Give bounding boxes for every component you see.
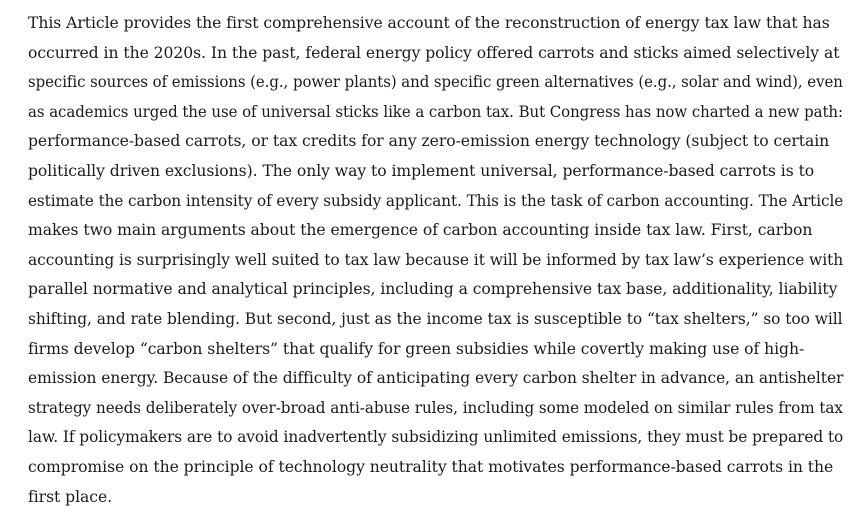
paragraph-line-3: specific sources of emissions (e.g., power plants) and specific green alternatives (e.g., solar and wind), even: [28, 73, 843, 92]
paragraph-line-8: makes two main arguments about the emergence of carbon accounting inside tax law. First, carbon: [28, 221, 813, 240]
paragraph-line-2: occurred in the 2020s. In the past, federal energy policy offered carrots and sticks aimed selectively at: [28, 43, 840, 62]
paragraph-line-17: first place.: [28, 487, 113, 506]
paragraph-line-4: as academics urged the use of universal sticks like a carbon tax. But Congress has now charted a new path:: [28, 102, 844, 121]
paragraph-line-14: strategy needs deliberately over-broad anti-abuse rules, including some modeled on similar rules from tax: [28, 398, 843, 417]
abstract-paragraph: [28, 9, 844, 512]
paragraph-line-11: shifting, and rate blending. But second, just as the income tax is susceptible to “tax shelters,” so too will: [28, 309, 843, 328]
paragraph-line-10: parallel normative and analytical principles, including a comprehensive tax base, additionality, liability: [28, 280, 838, 299]
paragraph-line-15: law. If policymakers are to avoid inadvertently subsidizing unlimited emissions, they must be prepared to: [28, 428, 844, 447]
paragraph-line-12: firms develop “carbon shelters” that qualify for green subsidies while covertly making use of high-: [28, 339, 805, 358]
paragraph-line-9: accounting is surprisingly well suited to tax law because it will be informed by tax law’s experience with: [28, 250, 844, 269]
paragraph-line-13: emission energy. Because of the difficulty of anticipating every carbon shelter in advance, an antishelter: [28, 369, 844, 388]
paragraph-line-6: politically driven exclusions). The only way to implement universal, performance-based carrots is to: [28, 161, 815, 180]
paragraph-line-1: This Article provides the first comprehensive account of the reconstruction of energy tax law that has: [28, 14, 830, 32]
paragraph-line-7: estimate the carbon intensity of every subsidy applicant. This is the task of carbon accounting. The Article: [28, 191, 844, 210]
paragraph-line-5: performance-based carrots, or tax credits for any zero-emission energy technology (subject to certain: [28, 132, 830, 151]
paragraph-line-16: compromise on the principle of technology neutrality that motivates performance-based carrots in the: [28, 457, 834, 476]
